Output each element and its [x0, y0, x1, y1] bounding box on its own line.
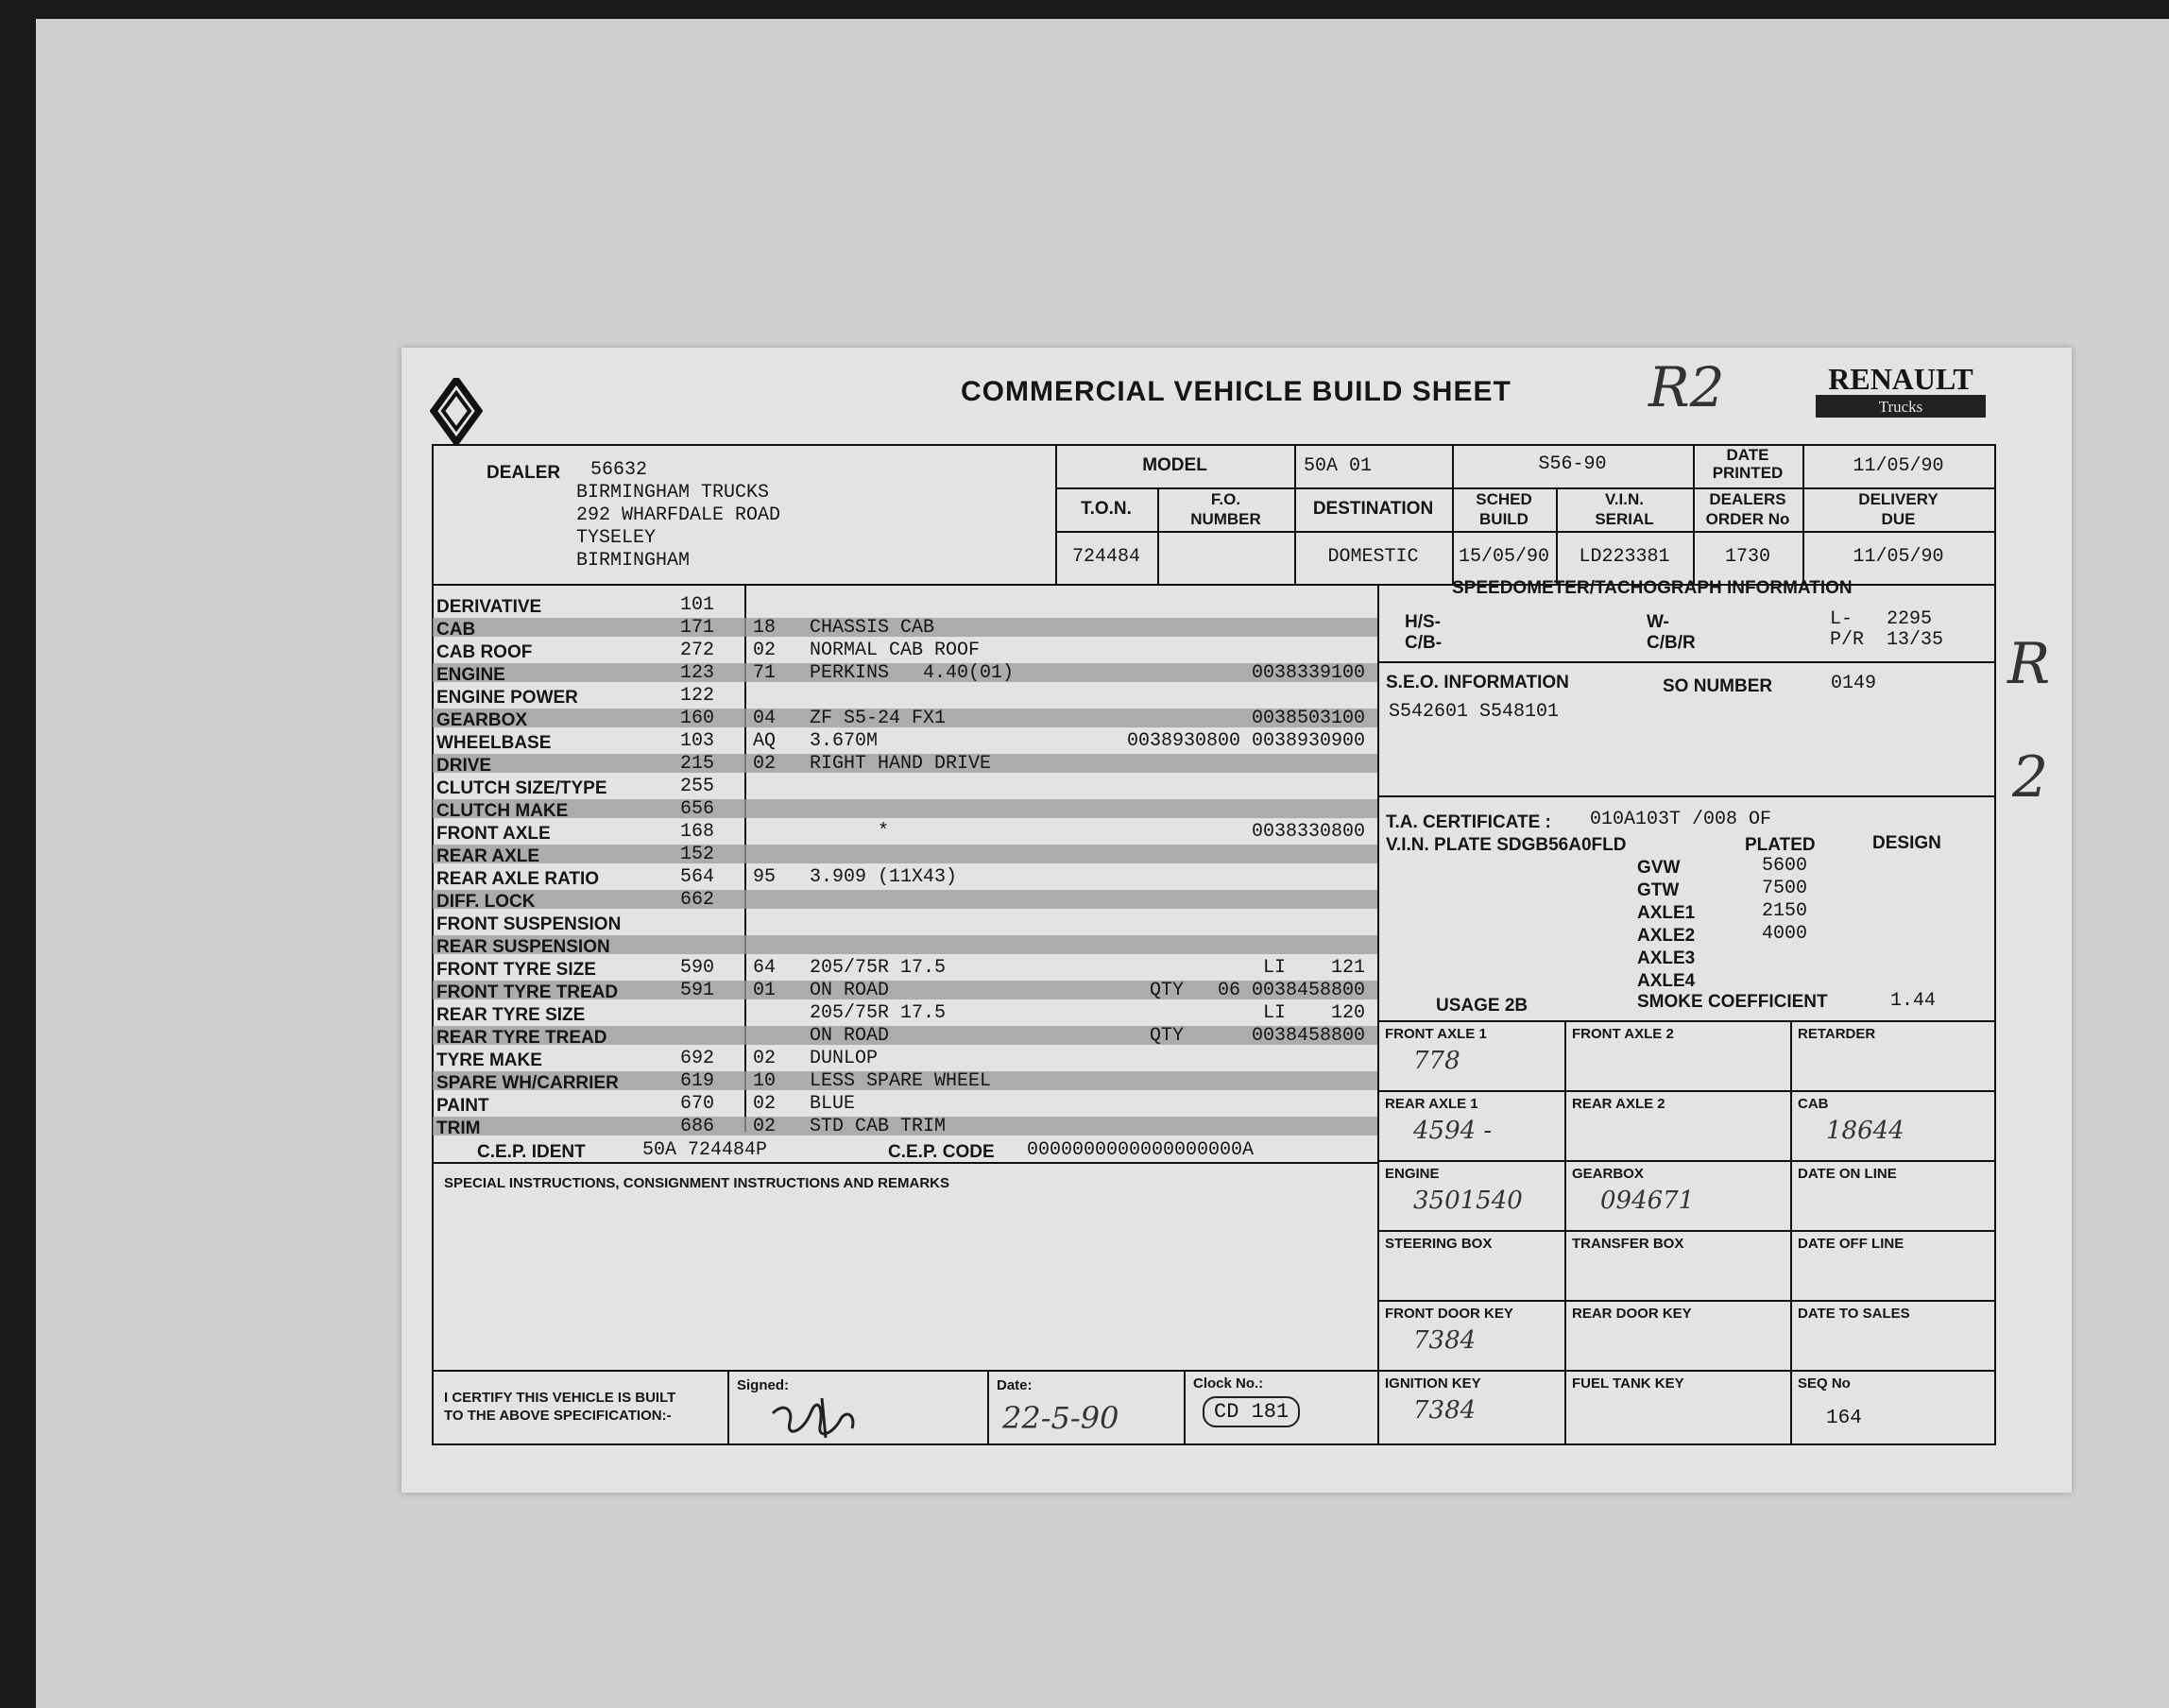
- handwritten-mark: R2: [1648, 355, 1725, 419]
- serial-label: FRONT AXLE 1: [1385, 1026, 1487, 1042]
- ton-label: T.O.N.: [1081, 499, 1132, 519]
- serial-label: IGNITION KEY: [1385, 1375, 1481, 1392]
- dealer-address-line: BIRMINGHAM: [576, 550, 691, 572]
- spec-description: RIGHT HAND DRIVE: [810, 753, 992, 775]
- spec-description: 205/75R 17.5: [810, 1002, 947, 1024]
- spec-code: 590: [680, 957, 715, 979]
- dealer-address-line: 292 WHARFDALE ROAD: [576, 504, 781, 526]
- spec-code: 122: [680, 685, 715, 707]
- rule: [1377, 1300, 1996, 1302]
- spec-extra: 0038930800 0038930900: [1126, 730, 1365, 752]
- serial-label: CAB: [1798, 1096, 1829, 1112]
- spec-description: CHASSIS CAB: [810, 617, 935, 639]
- spec-code: 123: [680, 662, 715, 684]
- spec-option: AQ: [753, 730, 777, 752]
- destination-value: DOMESTIC: [1327, 546, 1419, 568]
- spec-extra: QTY 06 0038458800: [1149, 980, 1365, 1001]
- rule: [1055, 531, 1996, 533]
- spec-option: 95: [753, 866, 777, 888]
- cep-code-label: C.E.P. CODE: [888, 1142, 995, 1162]
- dealer-address-line: TYSELEY: [576, 527, 657, 549]
- serial-label: REAR AXLE 2: [1572, 1096, 1665, 1112]
- dealer-label: DEALER: [487, 463, 561, 483]
- side-mark-r: R: [2007, 631, 2051, 697]
- vin-plate: V.I.N. PLATE SDGB56A0FLD: [1386, 835, 1627, 855]
- speedo-w: W-: [1647, 612, 1669, 632]
- spec-label: REAR TYRE TREAD: [436, 1028, 607, 1048]
- serial-value: 18644: [1826, 1117, 1904, 1145]
- spec-label: REAR AXLE RATIO: [436, 869, 600, 889]
- spec-option: 10: [753, 1070, 777, 1092]
- brand-sub: Trucks: [1878, 398, 1923, 416]
- sched-build-value: 15/05/90: [1458, 546, 1549, 568]
- spec-label: WHEELBASE: [436, 733, 552, 753]
- spec-label: DRIVE: [436, 756, 492, 776]
- usage: USAGE 2B: [1436, 996, 1529, 1016]
- vin-serial-value: LD223381: [1579, 546, 1670, 568]
- spec-option: 02: [753, 1093, 777, 1115]
- date-printed-value: 11/05/90: [1853, 455, 1944, 477]
- serial-value: 7384: [1413, 1326, 1477, 1355]
- spec-label: REAR TYRE SIZE: [436, 1005, 586, 1025]
- serial-label: FRONT DOOR KEY: [1385, 1306, 1513, 1322]
- so-number-label: SO NUMBER: [1663, 676, 1773, 696]
- certify-text: I CERTIFY THIS VEHICLE IS BUILT TO THE ABOVE SPECIFICATION:-: [444, 1390, 676, 1424]
- spec-option: 02: [753, 753, 777, 775]
- spec-description: ON ROAD: [810, 1025, 890, 1047]
- spec-code: 670: [680, 1093, 715, 1115]
- sched-build-label: SCHED BUILD: [1476, 490, 1532, 528]
- dealer-number: 56632: [590, 459, 648, 481]
- spec-option: 71: [753, 662, 777, 684]
- vin-serial-label: V.I.N. SERIAL: [1595, 490, 1654, 528]
- spec-extra: 0038339100: [1251, 662, 1365, 684]
- spec-description: DUNLOP: [810, 1048, 879, 1069]
- serial-label: TRANSFER BOX: [1572, 1236, 1684, 1252]
- spec-description: BLUE: [810, 1093, 856, 1115]
- spec-description: ON ROAD: [810, 980, 890, 1001]
- serial-label: DATE OFF LINE: [1798, 1236, 1904, 1252]
- spec-label: FRONT SUSPENSION: [436, 914, 622, 934]
- serial-label: STEERING BOX: [1385, 1236, 1493, 1252]
- spec-extra: 0038330800: [1251, 821, 1365, 843]
- spec-code: 160: [680, 708, 715, 729]
- shade-band: [433, 845, 1377, 863]
- dealer-address-line: BIRMINGHAM TRUCKS: [576, 482, 770, 504]
- spec-label: DERIVATIVE: [436, 597, 542, 617]
- serial-value: 164: [1826, 1408, 1862, 1429]
- speedo-title: SPEEDOMETER/TACHOGRAPH INFORMATION: [1452, 578, 1853, 598]
- rule: [1377, 1160, 1996, 1162]
- clock-stamp: CD 181: [1203, 1396, 1300, 1427]
- date-value: 22-5-90: [1002, 1400, 1119, 1436]
- rule: [1377, 1090, 1996, 1092]
- spec-label: DIFF. LOCK: [436, 892, 536, 912]
- delivery-due-value: 11/05/90: [1853, 546, 1944, 568]
- date-printed-label: DATE PRINTED: [1712, 446, 1784, 482]
- weight-value: 2150: [1762, 900, 1808, 922]
- shade-band: [433, 799, 1377, 818]
- special-instructions-label: SPECIAL INSTRUCTIONS, CONSIGNMENT INSTRUCTIONS AND REMARKS: [444, 1175, 950, 1191]
- renault-trucks-logo: [1816, 363, 1986, 418]
- weight-label: AXLE3: [1637, 948, 1696, 968]
- rule: [1994, 444, 1996, 1445]
- spec-extra: LI 120: [1262, 1002, 1365, 1024]
- rule: [1377, 584, 1379, 1445]
- weight-label: AXLE4: [1637, 971, 1696, 991]
- fo-number-label: F.O. NUMBER: [1190, 490, 1261, 528]
- plated-label: PLATED: [1745, 835, 1816, 855]
- weight-value: 7500: [1762, 878, 1808, 899]
- side-mark-2: 2: [2012, 744, 2049, 811]
- spec-code: 619: [680, 1070, 715, 1092]
- signature-scribble: [765, 1385, 879, 1443]
- weight-label: AXLE2: [1637, 926, 1696, 946]
- spec-option: 64: [753, 957, 777, 979]
- weight-value: 4000: [1762, 923, 1808, 945]
- build-sheet: [401, 348, 2072, 1493]
- serial-label: SEQ No: [1798, 1375, 1851, 1392]
- rule: [1564, 1020, 1566, 1445]
- rule: [1790, 1020, 1792, 1445]
- rule: [987, 1370, 989, 1445]
- spec-label: FRONT AXLE: [436, 824, 551, 844]
- spec-option: 02: [753, 1048, 777, 1069]
- spec-description: 205/75R 17.5: [810, 957, 947, 979]
- spec-label: REAR SUSPENSION: [436, 937, 610, 957]
- smoke-coefficient-value: 1.44: [1890, 990, 1937, 1012]
- rule: [1377, 1020, 1996, 1022]
- delivery-due-label: DELIVERY DUE: [1858, 490, 1938, 528]
- spec-description: 3.670M: [810, 730, 879, 752]
- spec-description: PERKINS 4.40(01): [810, 662, 1015, 684]
- model-value: 50A 01: [1304, 455, 1373, 477]
- spec-code: 272: [680, 640, 715, 661]
- spec-label: TYRE MAKE: [436, 1050, 542, 1070]
- ton-value: 724484: [1071, 546, 1140, 568]
- weight-label: GTW: [1637, 880, 1680, 900]
- speedo-l: L- 2295: [1830, 608, 1933, 630]
- serial-label: REAR DOOR KEY: [1572, 1306, 1692, 1322]
- spec-label: ENGINE: [436, 665, 505, 685]
- spec-option: 02: [753, 640, 777, 661]
- serial-label: ENGINE: [1385, 1166, 1440, 1182]
- spec-label: PAINT: [436, 1096, 489, 1116]
- spec-label: TRIM: [436, 1119, 481, 1138]
- rule: [434, 1443, 1996, 1445]
- rule: [1184, 1370, 1186, 1445]
- ta-certificate-value: 010A103T /008 OF: [1590, 809, 1772, 830]
- design-label: DESIGN: [1872, 833, 1941, 853]
- spec-label: SPARE WH/CARRIER: [436, 1073, 619, 1093]
- cep-code-value: 0000000000000000000A: [1027, 1139, 1255, 1161]
- dealers-order-value: 1730: [1724, 546, 1770, 568]
- spec-description: ZF S5-24 FX1: [810, 708, 947, 729]
- cep-ident-label: C.E.P. IDENT: [477, 1142, 586, 1162]
- sheet-title: COMMERCIAL VEHICLE BUILD SHEET: [961, 376, 1511, 407]
- model-variant: S56-90: [1538, 453, 1607, 475]
- spec-option: 02: [753, 1116, 777, 1137]
- spec-option: 01: [753, 980, 777, 1001]
- spec-label: FRONT TYRE TREAD: [436, 982, 619, 1002]
- speedo-cb: C/B-: [1405, 633, 1443, 653]
- spec-description: LESS SPARE WHEEL: [810, 1070, 992, 1092]
- spec-label: ENGINE POWER: [436, 688, 578, 708]
- spec-code: 255: [680, 776, 715, 797]
- spec-code: 215: [680, 753, 715, 775]
- serial-value: 7384: [1413, 1396, 1477, 1425]
- clock-label: Clock No.:: [1193, 1375, 1264, 1392]
- speedo-cbr: C/B/R: [1647, 633, 1696, 653]
- serial-label: FUEL TANK KEY: [1572, 1375, 1684, 1392]
- serial-value: 778: [1413, 1047, 1460, 1075]
- spec-code: 564: [680, 866, 715, 888]
- spec-label: GEARBOX: [436, 710, 528, 730]
- serial-label: DATE ON LINE: [1798, 1166, 1897, 1182]
- signed-label: Signed:: [737, 1377, 789, 1393]
- weight-value: 5600: [1762, 855, 1808, 877]
- spec-extra: QTY 0038458800: [1149, 1025, 1365, 1047]
- spec-label: REAR AXLE: [436, 846, 540, 866]
- spec-code: 103: [680, 730, 715, 752]
- destination-label: DESTINATION: [1312, 499, 1434, 519]
- shade-band: [433, 890, 1377, 909]
- serial-label: FRONT AXLE 2: [1572, 1026, 1674, 1042]
- spec-option: 04: [753, 708, 777, 729]
- spec-code: 692: [680, 1048, 715, 1069]
- spec-code: 168: [680, 821, 715, 843]
- renault-diamond-logo: [430, 378, 483, 444]
- spec-code: 686: [680, 1116, 715, 1137]
- rule: [1377, 1230, 1996, 1232]
- serial-label: REAR AXLE 1: [1385, 1096, 1478, 1112]
- seo-codes: S542601 S548101: [1389, 701, 1560, 723]
- spec-option: 18: [753, 617, 777, 639]
- serial-value: 094671: [1600, 1187, 1695, 1215]
- model-label: MODEL: [1142, 455, 1207, 475]
- rule: [1377, 795, 1996, 797]
- spec-description: *: [810, 821, 890, 843]
- spec-description: NORMAL CAB ROOF: [810, 640, 981, 661]
- spec-label: CLUTCH SIZE/TYPE: [436, 778, 607, 798]
- spec-label: CLUTCH MAKE: [436, 801, 569, 821]
- serial-label: DATE TO SALES: [1798, 1306, 1910, 1322]
- serial-label: GEARBOX: [1572, 1166, 1644, 1182]
- serial-value: 3501540: [1413, 1187, 1523, 1215]
- spec-code: 656: [680, 798, 715, 820]
- spec-code: 152: [680, 844, 715, 865]
- rule: [1377, 661, 1996, 663]
- spec-description: 3.909 (11X43): [810, 866, 958, 888]
- spec-label: CAB: [436, 620, 476, 640]
- spec-description: STD CAB TRIM: [810, 1116, 947, 1137]
- spec-code: 171: [680, 617, 715, 639]
- brand-name: RENAULT: [1816, 363, 1986, 395]
- weight-label: AXLE1: [1637, 903, 1696, 923]
- date-label: Date:: [997, 1377, 1033, 1393]
- spec-code: 101: [680, 594, 715, 616]
- weight-label: GVW: [1637, 858, 1681, 878]
- speedo-hs: H/S-: [1405, 612, 1441, 632]
- spec-label: FRONT TYRE SIZE: [436, 960, 596, 980]
- ta-certificate-label: T.A. CERTIFICATE :: [1386, 812, 1551, 832]
- spec-extra: LI 121: [1262, 957, 1365, 979]
- rule: [434, 1370, 1996, 1372]
- cep-ident-value: 50A 724484P: [642, 1139, 768, 1161]
- smoke-coefficient-label: SMOKE COEFFICIENT: [1637, 992, 1828, 1012]
- serial-value: 4594 -: [1413, 1117, 1493, 1145]
- serial-label: RETARDER: [1798, 1026, 1876, 1042]
- rule: [727, 1370, 729, 1445]
- speedo-pr: P/R 13/35: [1830, 629, 1944, 651]
- spec-code: 591: [680, 980, 715, 1001]
- dealers-order-label: DEALERS ORDER No: [1705, 490, 1790, 528]
- spec-label: CAB ROOF: [436, 642, 533, 662]
- spec-extra: 0038503100: [1251, 708, 1365, 729]
- seo-label: S.E.O. INFORMATION: [1386, 673, 1569, 692]
- spec-code: 662: [680, 889, 715, 911]
- so-number-value: 0149: [1831, 673, 1877, 694]
